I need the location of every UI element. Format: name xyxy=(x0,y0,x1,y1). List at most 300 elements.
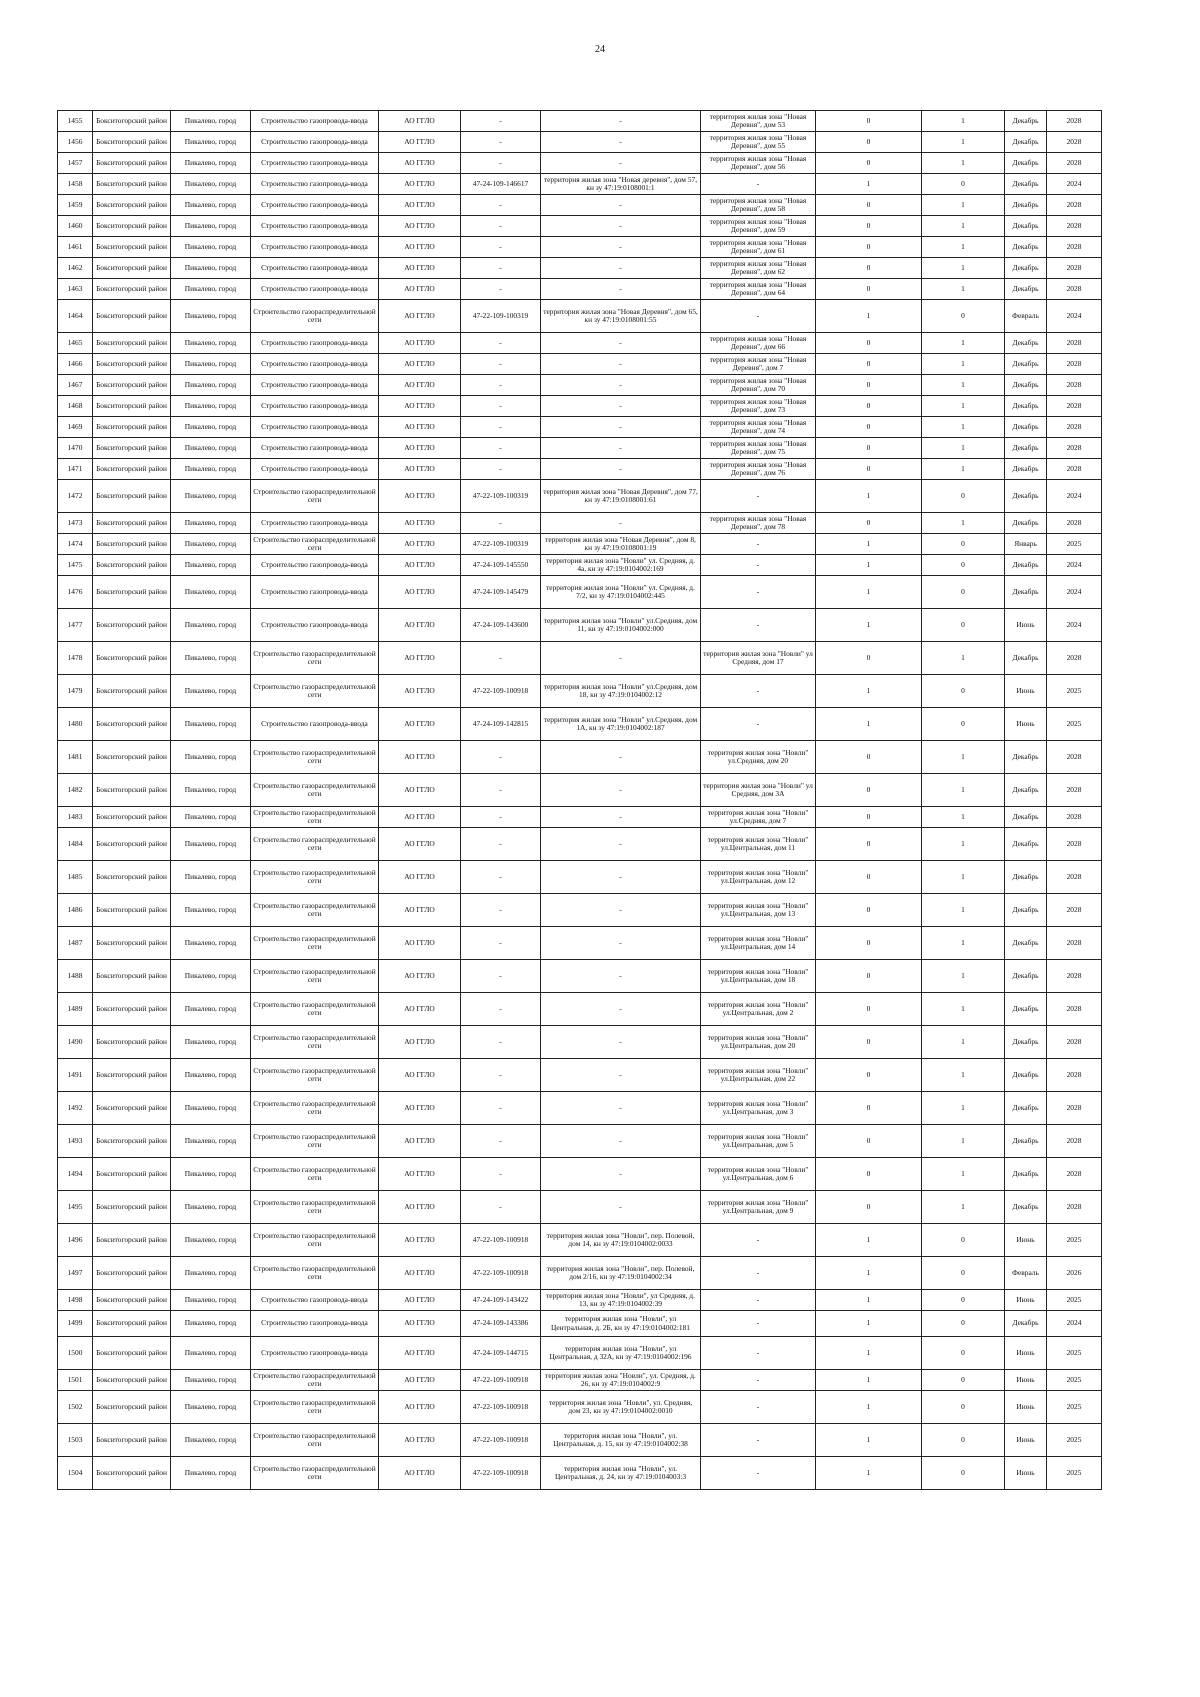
cell-month: Декабрь xyxy=(1005,396,1047,417)
cell-cad: 47-24-109-143600 xyxy=(461,609,541,642)
cell-district: Бокситогорский район xyxy=(93,828,171,861)
cell-district: Бокситогорский район xyxy=(93,576,171,609)
cell-operator: АО ГГЛО xyxy=(379,774,461,807)
cell-settlement: Пикалево, город xyxy=(171,459,251,480)
cell-addr_b: - xyxy=(701,609,816,642)
cell-q1: 1 xyxy=(816,675,922,708)
table-row xyxy=(58,258,1102,279)
cell-q2: 1 xyxy=(922,111,1005,132)
cell-year: 2025 xyxy=(1047,675,1102,708)
cell-num: 1456 xyxy=(58,132,93,153)
table-row xyxy=(58,174,1102,195)
cell-q1: 0 xyxy=(816,279,922,300)
cell-q1: 0 xyxy=(816,195,922,216)
cell-cad: 47-24-109-144715 xyxy=(461,1337,541,1370)
cell-q1: 0 xyxy=(816,396,922,417)
cell-year: 2025 xyxy=(1047,1370,1102,1391)
cell-q2: 1 xyxy=(922,1191,1005,1224)
cell-work: Строительство газораспределительной сети xyxy=(251,480,379,513)
cell-q1: 0 xyxy=(816,1092,922,1125)
cell-addr_b: - xyxy=(701,480,816,513)
cell-month: Декабрь xyxy=(1005,111,1047,132)
cell-cad: - xyxy=(461,195,541,216)
cell-month: Декабрь xyxy=(1005,480,1047,513)
cell-addr_a: территория жилая зона "Новая деревня", дом 57, кн зу 47:19:0108001:1 xyxy=(541,174,701,195)
cell-work: Строительство газораспределительной сети xyxy=(251,927,379,960)
table-row xyxy=(58,111,1102,132)
cell-num: 1504 xyxy=(58,1457,93,1490)
cell-q1: 1 xyxy=(816,1370,922,1391)
cell-work: Строительство газопровода-ввода xyxy=(251,396,379,417)
cell-num: 1476 xyxy=(58,576,93,609)
cell-cad: 47-22-109-100918 xyxy=(461,1370,541,1391)
cell-q2: 1 xyxy=(922,132,1005,153)
cell-district: Бокситогорский район xyxy=(93,1391,171,1424)
cell-addr_b: территория жилая зона "Новая Деревня", дом 59 xyxy=(701,216,816,237)
cell-year: 2028 xyxy=(1047,993,1102,1026)
cell-district: Бокситогорский район xyxy=(93,861,171,894)
cell-cad: 47-22-109-100319 xyxy=(461,300,541,333)
cell-year: 2025 xyxy=(1047,534,1102,555)
cell-district: Бокситогорский район xyxy=(93,300,171,333)
cell-addr_b: территория жилая зона "Новая Деревня", дом 78 xyxy=(701,513,816,534)
cell-operator: АО ГГЛО xyxy=(379,807,461,828)
cell-district: Бокситогорский район xyxy=(93,774,171,807)
cell-cad: - xyxy=(461,375,541,396)
cell-operator: АО ГГЛО xyxy=(379,1290,461,1311)
cell-settlement: Пикалево, город xyxy=(171,300,251,333)
cell-q2: 0 xyxy=(922,675,1005,708)
cell-settlement: Пикалево, город xyxy=(171,1337,251,1370)
cell-settlement: Пикалево, город xyxy=(171,927,251,960)
cell-addr_a: - xyxy=(541,774,701,807)
cell-addr_a: - xyxy=(541,279,701,300)
cell-work: Строительство газопровода-ввода xyxy=(251,609,379,642)
cell-addr_a: - xyxy=(541,927,701,960)
cell-year: 2028 xyxy=(1047,741,1102,774)
cell-cad: 47-24-109-142815 xyxy=(461,708,541,741)
cell-work: Строительство газораспределительной сети xyxy=(251,1191,379,1224)
cell-cad: 47-22-109-100918 xyxy=(461,1424,541,1457)
cell-addr_b: территория жилая зона "Новая Деревня", дом 76 xyxy=(701,459,816,480)
cell-settlement: Пикалево, город xyxy=(171,534,251,555)
cell-operator: АО ГГЛО xyxy=(379,1311,461,1337)
cell-q2: 0 xyxy=(922,480,1005,513)
cell-q2: 0 xyxy=(922,1224,1005,1257)
cell-addr_a: - xyxy=(541,237,701,258)
table-row xyxy=(58,807,1102,828)
cell-district: Бокситогорский район xyxy=(93,153,171,174)
cell-settlement: Пикалево, город xyxy=(171,1059,251,1092)
cell-addr_b: территория жилая зона "Новли" ул.Центральная, дом 12 xyxy=(701,861,816,894)
cell-q2: 1 xyxy=(922,993,1005,1026)
cell-operator: АО ГГЛО xyxy=(379,894,461,927)
cell-num: 1455 xyxy=(58,111,93,132)
cell-month: Декабрь xyxy=(1005,642,1047,675)
table-row xyxy=(58,396,1102,417)
cell-settlement: Пикалево, город xyxy=(171,1424,251,1457)
cell-addr_b: территория жилая зона "Новая Деревня", дом 64 xyxy=(701,279,816,300)
cell-settlement: Пикалево, город xyxy=(171,216,251,237)
cell-settlement: Пикалево, город xyxy=(171,375,251,396)
cell-work: Строительство газораспределительной сети xyxy=(251,1059,379,1092)
cell-work: Строительство газопровода-ввода xyxy=(251,417,379,438)
cell-cad: - xyxy=(461,279,541,300)
cell-q2: 1 xyxy=(922,1059,1005,1092)
cell-addr_b: - xyxy=(701,1290,816,1311)
cell-addr_a: территория жилая зона "Новли", ул. Средняя, д. 26, кн зу 47:19:0104002:9 xyxy=(541,1370,701,1391)
cell-q2: 1 xyxy=(922,774,1005,807)
cell-work: Строительство газопровода-ввода xyxy=(251,237,379,258)
table-row xyxy=(58,195,1102,216)
cell-work: Строительство газораспределительной сети xyxy=(251,774,379,807)
cell-settlement: Пикалево, город xyxy=(171,513,251,534)
cell-q2: 1 xyxy=(922,438,1005,459)
cell-q1: 0 xyxy=(816,1191,922,1224)
cell-q1: 0 xyxy=(816,1059,922,1092)
cell-month: Декабрь xyxy=(1005,132,1047,153)
cell-settlement: Пикалево, город xyxy=(171,576,251,609)
table-row xyxy=(58,417,1102,438)
cell-settlement: Пикалево, город xyxy=(171,675,251,708)
cell-month: Декабрь xyxy=(1005,1191,1047,1224)
cell-cad: - xyxy=(461,333,541,354)
cell-cad: 47-24-109-143422 xyxy=(461,1290,541,1311)
cell-num: 1467 xyxy=(58,375,93,396)
cell-addr_a: - xyxy=(541,438,701,459)
cell-cad: - xyxy=(461,1125,541,1158)
cell-month: Декабрь xyxy=(1005,1158,1047,1191)
cell-operator: АО ГГЛО xyxy=(379,1370,461,1391)
cell-month: Декабрь xyxy=(1005,459,1047,480)
cell-addr_a: - xyxy=(541,417,701,438)
cell-district: Бокситогорский район xyxy=(93,396,171,417)
cell-cad: 47-22-109-100918 xyxy=(461,1224,541,1257)
cell-addr_b: - xyxy=(701,174,816,195)
cell-addr_a: - xyxy=(541,333,701,354)
cell-q1: 1 xyxy=(816,1257,922,1290)
cell-district: Бокситогорский район xyxy=(93,1224,171,1257)
cell-settlement: Пикалево, город xyxy=(171,1092,251,1125)
cell-q1: 0 xyxy=(816,513,922,534)
cell-work: Строительство газораспределительной сети xyxy=(251,1125,379,1158)
cell-addr_a: - xyxy=(541,993,701,1026)
cell-cad: - xyxy=(461,438,541,459)
cell-operator: АО ГГЛО xyxy=(379,708,461,741)
cell-district: Бокситогорский район xyxy=(93,480,171,513)
cell-operator: АО ГГЛО xyxy=(379,195,461,216)
cell-month: Декабрь xyxy=(1005,279,1047,300)
cell-num: 1461 xyxy=(58,237,93,258)
cell-addr_a: - xyxy=(541,807,701,828)
cell-addr_a: территория жилая зона "Новли", ул Средняя, д. 13, кн зу 47:19:0104002:39 xyxy=(541,1290,701,1311)
cell-addr_a: - xyxy=(541,375,701,396)
table-row xyxy=(58,480,1102,513)
cell-addr_b: - xyxy=(701,534,816,555)
cell-district: Бокситогорский район xyxy=(93,534,171,555)
cell-settlement: Пикалево, город xyxy=(171,807,251,828)
cell-q1: 0 xyxy=(816,807,922,828)
cell-q1: 0 xyxy=(816,153,922,174)
cell-addr_b: территория жилая зона "Новли" ул.Центральная, дом 13 xyxy=(701,894,816,927)
cell-month: Декабрь xyxy=(1005,960,1047,993)
cell-q1: 0 xyxy=(816,132,922,153)
cell-district: Бокситогорский район xyxy=(93,993,171,1026)
cell-num: 1496 xyxy=(58,1224,93,1257)
cell-settlement: Пикалево, город xyxy=(171,993,251,1026)
cell-district: Бокситогорский район xyxy=(93,1257,171,1290)
cell-month: Июнь xyxy=(1005,1424,1047,1457)
cell-q1: 1 xyxy=(816,534,922,555)
cell-operator: АО ГГЛО xyxy=(379,555,461,576)
cell-num: 1462 xyxy=(58,258,93,279)
table-row xyxy=(58,774,1102,807)
cell-work: Строительство газораспределительной сети xyxy=(251,861,379,894)
cell-month: Декабрь xyxy=(1005,807,1047,828)
cell-cad: 47-22-109-100319 xyxy=(461,480,541,513)
cell-settlement: Пикалево, город xyxy=(171,396,251,417)
cell-addr_b: территория жилая зона "Новли" ул.Центральная, дом 20 xyxy=(701,1026,816,1059)
cell-operator: АО ГГЛО xyxy=(379,375,461,396)
cell-q2: 1 xyxy=(922,807,1005,828)
cell-addr_b: - xyxy=(701,1224,816,1257)
cell-month: Декабрь xyxy=(1005,216,1047,237)
cell-year: 2028 xyxy=(1047,1026,1102,1059)
cell-cad: - xyxy=(461,417,541,438)
cell-year: 2024 xyxy=(1047,480,1102,513)
cell-work: Строительство газопровода-ввода xyxy=(251,708,379,741)
cell-district: Бокситогорский район xyxy=(93,609,171,642)
cell-work: Строительство газопровода-ввода xyxy=(251,111,379,132)
cell-district: Бокситогорский район xyxy=(93,1092,171,1125)
cell-month: Декабрь xyxy=(1005,153,1047,174)
cell-q1: 1 xyxy=(816,1424,922,1457)
cell-year: 2028 xyxy=(1047,642,1102,675)
cell-district: Бокситогорский район xyxy=(93,375,171,396)
cell-year: 2028 xyxy=(1047,927,1102,960)
cell-addr_b: - xyxy=(701,1391,816,1424)
cell-num: 1478 xyxy=(58,642,93,675)
cell-addr_b: территория жилая зона "Новли" ул.Средняя, дом 7 xyxy=(701,807,816,828)
cell-operator: АО ГГЛО xyxy=(379,417,461,438)
table-row xyxy=(58,1257,1102,1290)
cell-q2: 0 xyxy=(922,1257,1005,1290)
cell-q2: 1 xyxy=(922,216,1005,237)
table-row xyxy=(58,1424,1102,1457)
cell-settlement: Пикалево, город xyxy=(171,1158,251,1191)
cell-cad: - xyxy=(461,111,541,132)
cell-settlement: Пикалево, город xyxy=(171,195,251,216)
cell-cad: 47-22-109-100918 xyxy=(461,1457,541,1490)
cell-year: 2028 xyxy=(1047,258,1102,279)
cell-q1: 0 xyxy=(816,111,922,132)
cell-num: 1484 xyxy=(58,828,93,861)
cell-addr_a: территория жилая зона "Новли", ул Центральная, д. 2Б, кн зу 47:19:0104002:181 xyxy=(541,1311,701,1337)
cell-cad: 47-24-109-146617 xyxy=(461,174,541,195)
cell-cad: - xyxy=(461,960,541,993)
cell-addr_a: - xyxy=(541,216,701,237)
cell-work: Строительство газопровода-ввода xyxy=(251,333,379,354)
cell-addr_a: территория жилая зона "Новли" ул.Средняя, дом 18, кн зу 47:19:0104002:12 xyxy=(541,675,701,708)
cell-addr_b: - xyxy=(701,1257,816,1290)
cell-q2: 1 xyxy=(922,375,1005,396)
cell-addr_a: территория жилая зона "Новая Деревня", дом 8, кн зу 47:19:0108001:19 xyxy=(541,534,701,555)
cell-q2: 1 xyxy=(922,1026,1005,1059)
table-row xyxy=(58,459,1102,480)
cell-year: 2024 xyxy=(1047,1311,1102,1337)
cell-settlement: Пикалево, город xyxy=(171,1224,251,1257)
cell-q2: 1 xyxy=(922,1158,1005,1191)
cell-work: Строительство газораспределительной сети xyxy=(251,534,379,555)
cell-cad: - xyxy=(461,993,541,1026)
cell-district: Бокситогорский район xyxy=(93,1424,171,1457)
cell-work: Строительство газораспределительной сети xyxy=(251,642,379,675)
cell-addr_b: - xyxy=(701,675,816,708)
cell-month: Июнь xyxy=(1005,708,1047,741)
cell-year: 2028 xyxy=(1047,774,1102,807)
cell-operator: АО ГГЛО xyxy=(379,279,461,300)
cell-q2: 1 xyxy=(922,642,1005,675)
cell-cad: - xyxy=(461,153,541,174)
table-row xyxy=(58,1290,1102,1311)
cell-operator: АО ГГЛО xyxy=(379,333,461,354)
cell-work: Строительство газопровода-ввода xyxy=(251,513,379,534)
cell-district: Бокситогорский район xyxy=(93,555,171,576)
cell-num: 1480 xyxy=(58,708,93,741)
cell-cad: 47-24-109-145479 xyxy=(461,576,541,609)
cell-addr_a: - xyxy=(541,459,701,480)
cell-q1: 0 xyxy=(816,354,922,375)
cell-q1: 0 xyxy=(816,375,922,396)
cell-operator: АО ГГЛО xyxy=(379,960,461,993)
cell-operator: АО ГГЛО xyxy=(379,438,461,459)
cell-year: 2025 xyxy=(1047,1224,1102,1257)
cell-district: Бокситогорский район xyxy=(93,438,171,459)
cell-operator: АО ГГЛО xyxy=(379,396,461,417)
cell-q1: 1 xyxy=(816,1457,922,1490)
cell-district: Бокситогорский район xyxy=(93,237,171,258)
cell-month: Декабрь xyxy=(1005,894,1047,927)
cell-addr_b: территория жилая зона "Новли" ул.Средняя, дом 20 xyxy=(701,741,816,774)
cell-addr_b: территория жилая зона "Новая Деревня", дом 53 xyxy=(701,111,816,132)
table-row xyxy=(58,279,1102,300)
cell-settlement: Пикалево, город xyxy=(171,1311,251,1337)
cell-operator: АО ГГЛО xyxy=(379,1191,461,1224)
cell-q2: 1 xyxy=(922,237,1005,258)
cell-settlement: Пикалево, город xyxy=(171,111,251,132)
cell-work: Строительство газопровода-ввода xyxy=(251,438,379,459)
table-row xyxy=(58,675,1102,708)
cell-addr_a: территория жилая зона "Новли" ул.Средняя, дом 11, кн зу 47:19:0104002:000 xyxy=(541,609,701,642)
cell-cad: - xyxy=(461,927,541,960)
table-row xyxy=(58,534,1102,555)
cell-q1: 1 xyxy=(816,300,922,333)
cell-cad: - xyxy=(461,774,541,807)
cell-year: 2024 xyxy=(1047,300,1102,333)
cell-work: Строительство газораспределительной сети xyxy=(251,1370,379,1391)
cell-num: 1458 xyxy=(58,174,93,195)
cell-district: Бокситогорский район xyxy=(93,1059,171,1092)
cell-work: Строительство газопровода-ввода xyxy=(251,555,379,576)
cell-month: Декабрь xyxy=(1005,741,1047,774)
cell-work: Строительство газораспределительной сети xyxy=(251,1457,379,1490)
cell-addr_a: - xyxy=(541,132,701,153)
cell-operator: АО ГГЛО xyxy=(379,513,461,534)
cell-q2: 1 xyxy=(922,927,1005,960)
cell-work: Строительство газопровода-ввода xyxy=(251,258,379,279)
table-row xyxy=(58,354,1102,375)
cell-num: 1502 xyxy=(58,1391,93,1424)
cell-q2: 0 xyxy=(922,1424,1005,1457)
cell-district: Бокситогорский район xyxy=(93,1290,171,1311)
cell-q2: 1 xyxy=(922,417,1005,438)
cell-num: 1490 xyxy=(58,1026,93,1059)
cell-num: 1495 xyxy=(58,1191,93,1224)
cell-district: Бокситогорский район xyxy=(93,333,171,354)
cell-addr_a: - xyxy=(541,741,701,774)
cell-month: Декабрь xyxy=(1005,828,1047,861)
cell-settlement: Пикалево, город xyxy=(171,774,251,807)
cell-month: Февраль xyxy=(1005,1257,1047,1290)
cell-addr_b: территория жилая зона "Новая Деревня", дом 73 xyxy=(701,396,816,417)
cell-month: Декабрь xyxy=(1005,576,1047,609)
cell-q1: 0 xyxy=(816,894,922,927)
cell-q2: 1 xyxy=(922,195,1005,216)
table-row xyxy=(58,1158,1102,1191)
cell-district: Бокситогорский район xyxy=(93,1026,171,1059)
cell-addr_b: - xyxy=(701,1424,816,1457)
cell-q1: 1 xyxy=(816,174,922,195)
cell-addr_b: - xyxy=(701,300,816,333)
cell-settlement: Пикалево, город xyxy=(171,1457,251,1490)
cell-settlement: Пикалево, город xyxy=(171,132,251,153)
gasification-table xyxy=(57,110,1102,1490)
cell-district: Бокситогорский район xyxy=(93,174,171,195)
cell-year: 2025 xyxy=(1047,1457,1102,1490)
cell-addr_b: территория жилая зона "Новли" ул.Центральная, дом 18 xyxy=(701,960,816,993)
cell-num: 1486 xyxy=(58,894,93,927)
cell-month: Декабрь xyxy=(1005,174,1047,195)
cell-year: 2028 xyxy=(1047,132,1102,153)
cell-district: Бокситогорский район xyxy=(93,216,171,237)
cell-operator: АО ГГЛО xyxy=(379,1125,461,1158)
cell-q2: 0 xyxy=(922,1370,1005,1391)
cell-settlement: Пикалево, город xyxy=(171,1026,251,1059)
cell-operator: АО ГГЛО xyxy=(379,576,461,609)
cell-cad: - xyxy=(461,1158,541,1191)
cell-num: 1500 xyxy=(58,1337,93,1370)
cell-operator: АО ГГЛО xyxy=(379,609,461,642)
cell-cad: 47-24-109-145550 xyxy=(461,555,541,576)
cell-num: 1469 xyxy=(58,417,93,438)
cell-q2: 1 xyxy=(922,258,1005,279)
cell-month: Декабрь xyxy=(1005,417,1047,438)
cell-year: 2028 xyxy=(1047,894,1102,927)
cell-addr_a: территория жилая зона "Новли", ул Центральная, д 32А, кн зу 47:19:0104002:196 xyxy=(541,1337,701,1370)
cell-q1: 1 xyxy=(816,708,922,741)
cell-num: 1468 xyxy=(58,396,93,417)
cell-operator: АО ГГЛО xyxy=(379,480,461,513)
cell-num: 1501 xyxy=(58,1370,93,1391)
table-row xyxy=(58,993,1102,1026)
cell-num: 1475 xyxy=(58,555,93,576)
cell-q2: 0 xyxy=(922,1391,1005,1424)
cell-cad: - xyxy=(461,216,541,237)
cell-work: Строительство газораспределительной сети xyxy=(251,1026,379,1059)
cell-operator: АО ГГЛО xyxy=(379,534,461,555)
cell-work: Строительство газораспределительной сети xyxy=(251,1158,379,1191)
cell-district: Бокситогорский район xyxy=(93,960,171,993)
